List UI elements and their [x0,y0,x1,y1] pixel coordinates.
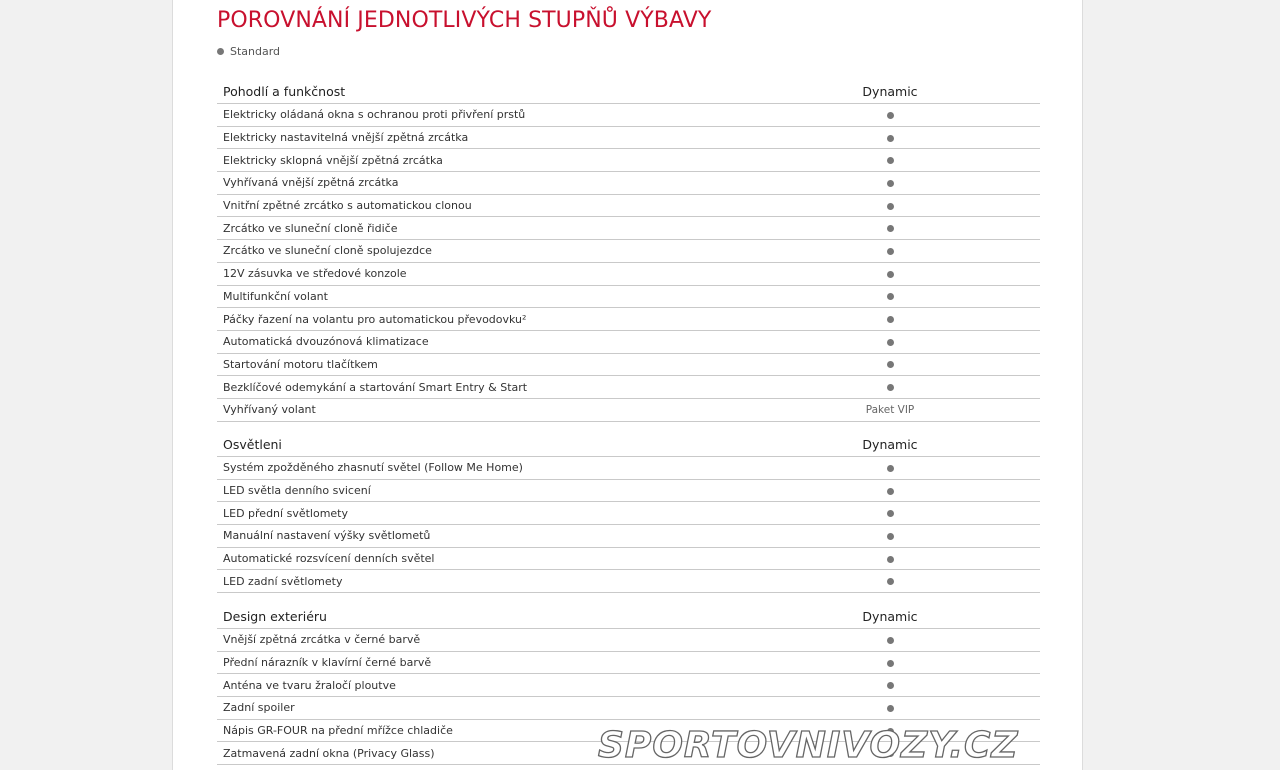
table-row [217,570,1040,593]
standard-dot-icon [740,313,1040,326]
feature-value: Paket VIP [865,403,915,416]
standard-dot-icon [740,358,1040,371]
standard-dot-icon [740,461,1040,474]
standard-dot-icon [740,199,1040,212]
feature-name: Startování motoru tlačítkem [223,357,378,371]
feature-name: Multifunkční volant [223,289,328,303]
standard-dot-icon [740,176,1040,189]
standard-dot-icon [740,244,1040,257]
table-row [217,525,1040,548]
column-header-dynamic: Dynamic [862,84,918,99]
feature-name: Zadní spoiler [223,701,295,715]
feature-name: Systém zpožděného zhasnutí světel (Follow Me Home) [223,461,523,475]
section-header-row [217,80,1040,104]
standard-dot-icon [740,108,1040,121]
feature-name: Vnější zpětná zrcátka v černé barvě [223,633,421,647]
dot-icon [887,293,894,300]
dot-icon [887,271,894,278]
dot-icon [887,361,894,368]
standard-dot-icon [740,679,1040,692]
table-row [217,172,1040,195]
dot-icon [887,465,894,472]
section-header-row [217,605,1040,629]
dot-icon [887,637,894,644]
dot-icon [887,660,894,667]
feature-name: LED přední světlomety [223,506,348,520]
table-row [217,697,1040,720]
table-row [217,480,1040,503]
feature-name: Elektricky nastavitelná vnější zpětná zrcátka [223,131,469,145]
standard-dot-icon [740,131,1040,144]
standard-dot-icon [740,381,1040,394]
table-row [217,217,1040,240]
dot-icon [887,682,894,689]
feature-name: Zrcátko ve sluneční cloně řidiče [223,221,398,235]
feature-name: Anténa ve tvaru žraločí ploutve [223,678,396,692]
table-row [217,195,1040,218]
legend [217,45,280,58]
feature-name: Automatická dvouzónová klimatizace [223,335,429,349]
table-row [217,286,1040,309]
dot-icon [887,556,894,563]
table-row [217,457,1040,480]
section-header: Pohodlí a funkčnost [223,84,346,99]
table-row [217,548,1040,571]
table-row [217,149,1040,172]
standard-dot-icon [740,656,1040,669]
standard-dot-icon [740,222,1040,235]
table-row [217,104,1040,127]
feature-name: Přední nárazník v klavírní černé barvě [223,656,432,670]
dot-icon [887,533,894,540]
feature-name: Manuální nastavení výšky světlometů [223,529,431,543]
standard-dot-icon [740,575,1040,588]
section-header-row [217,433,1040,457]
standard-dot-icon [740,154,1040,167]
dot-icon [887,316,894,323]
dot-icon [887,248,894,255]
standard-dot-icon [740,335,1040,348]
dot-icon [887,180,894,187]
standard-dot-icon [740,507,1040,520]
legend-label: Standard [230,45,281,58]
table-row [217,652,1040,675]
feature-name: Automatické rozsvícení denních světel [223,552,435,566]
section-lighting [217,433,1040,593]
standard-dot-icon [740,290,1040,303]
table-row [217,263,1040,286]
feature-name: Elektricky sklopná vnější zpětná zrcátka [223,153,443,167]
dot-icon [887,705,894,712]
feature-name: Elektricky oládaná okna s ochranou proti přivření prstů [223,108,526,122]
document-page [172,0,1083,770]
feature-name: Zatmavená zadní okna (Privacy Glass) [223,746,435,760]
dot-icon [887,510,894,517]
watermark: SPORTOVNIVOZY.CZ [598,725,1019,766]
dot-icon [887,488,894,495]
table-row [217,629,1040,652]
column-header-dynamic: Dynamic [862,437,918,452]
dot-icon [887,135,894,142]
column-header-dynamic: Dynamic [862,609,918,624]
table-row [217,127,1040,150]
feature-name: LED světla denního svicení [223,484,371,498]
standard-dot-icon [740,552,1040,565]
table-row [217,308,1040,331]
standard-dot-icon [740,633,1040,646]
standard-dot-icon [740,267,1040,280]
dot-icon [887,203,894,210]
feature-name: Zrcátko ve sluneční cloně spolujezdce [223,244,432,258]
table-row [217,354,1040,377]
section-header: Design exteriéru [223,609,327,624]
dot-icon [887,578,894,585]
feature-name: LED zadní světlomety [223,574,343,588]
page-title: POROVNÁNÍ JEDNOTLIVÝCH STUPŇŮ VÝBAVY [217,8,712,33]
feature-name: Nápis GR-FOUR na přední mřížce chladiče [223,724,453,738]
feature-name: Páčky řazení na volantu pro automatickou převodovku² [223,312,527,326]
section-header: Osvětleni [223,437,282,452]
standard-dot-icon [740,529,1040,542]
dot-icon [887,384,894,391]
feature-name: 12V zásuvka ve středové konzole [223,267,407,281]
feature-name: Vnitřní zpětné zrcátko s automatickou clonou [223,199,472,213]
dot-icon [887,157,894,164]
table-row [217,376,1040,399]
dot-icon [887,112,894,119]
feature-name: Vyhřívaná vnější zpětná zrcátka [223,176,399,190]
table-row [217,240,1040,263]
feature-name: Vyhřívaný volant [223,403,316,417]
table-row [217,331,1040,354]
table-row [217,502,1040,525]
dot-icon [887,225,894,232]
standard-dot-icon [740,701,1040,714]
section-comfort [217,80,1040,422]
standard-dot-icon [740,484,1040,497]
table-row [217,399,1040,422]
table-row [217,674,1040,697]
feature-name: Bezklíčové odemykání a startování Smart Entry & Start [223,380,528,394]
dot-icon [887,339,894,346]
standard-dot-icon [217,48,224,55]
